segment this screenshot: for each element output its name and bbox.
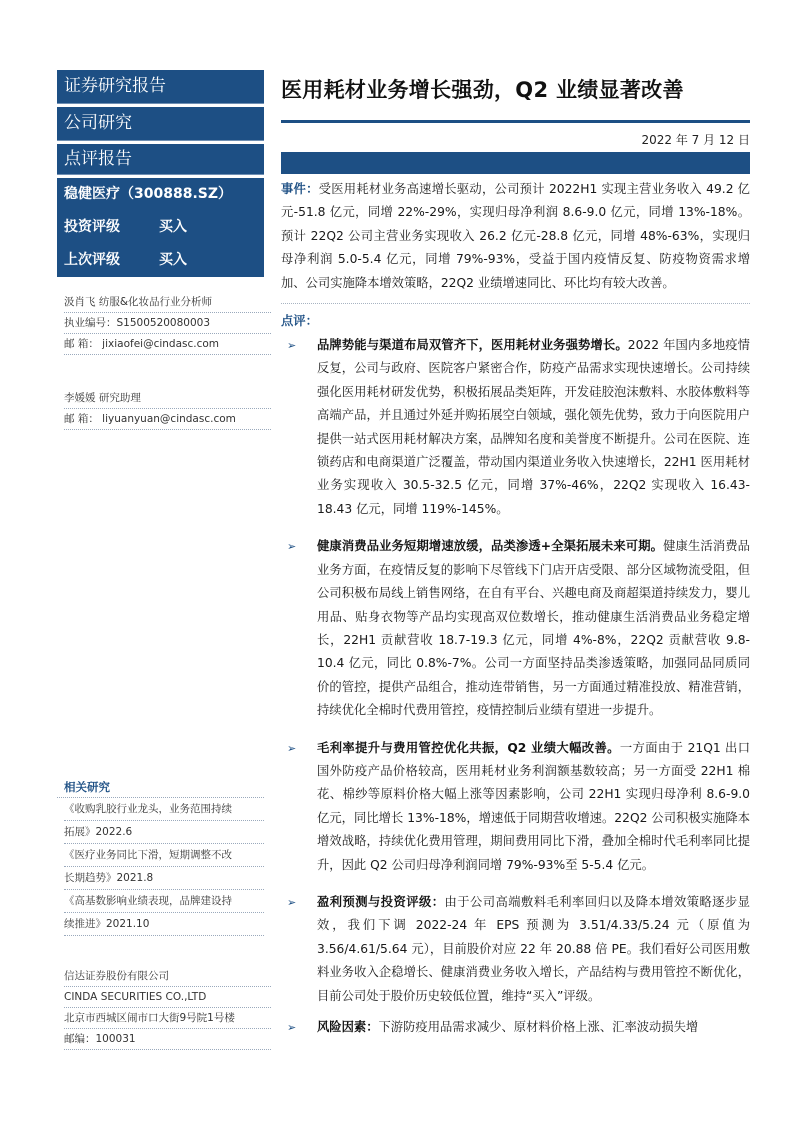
prev-rating-value: 买入 bbox=[159, 252, 187, 268]
rating-row bbox=[64, 211, 257, 244]
bullet-lead: 品牌势能与渠道布局双管齐下，医用耗材业务强势增长。 bbox=[317, 338, 628, 353]
related-item bbox=[57, 890, 264, 936]
related-item-line: 《高基数影响业绩表现，品牌建设持 bbox=[64, 890, 264, 913]
bullet-item bbox=[281, 535, 750, 722]
bullet-lead: 盈利预测与投资评级： bbox=[317, 894, 445, 909]
bullet-text bbox=[317, 334, 750, 521]
analyst-1 bbox=[57, 292, 271, 355]
prev-rating-label: 上次评级 bbox=[64, 252, 120, 268]
company-name-cn: 信达证券股份有限公司 bbox=[64, 966, 271, 987]
analyst-2-name: 李媛媛 研究助理 bbox=[64, 388, 271, 409]
company-info bbox=[57, 966, 271, 1050]
bullet-item bbox=[281, 1016, 750, 1039]
bullet-arrow-icon: ➢ bbox=[287, 540, 297, 554]
bullet-lead: 风险因素： bbox=[317, 1020, 379, 1034]
title-rule bbox=[281, 120, 750, 123]
bullet-text bbox=[317, 1016, 750, 1039]
sidebar bbox=[57, 70, 264, 1045]
stock-name-text: 稳健医疗（300888.SZ） bbox=[64, 186, 232, 202]
related-item bbox=[57, 844, 264, 890]
report-type-band: 证券研究报告 bbox=[57, 70, 264, 104]
comment-head: 点评： bbox=[281, 314, 318, 329]
bullet-item bbox=[281, 891, 750, 1008]
related-item-line: 拓展》2022.6 bbox=[64, 821, 264, 844]
rating-value: 买入 bbox=[159, 219, 187, 235]
stock-info-block bbox=[57, 178, 264, 277]
bullet-item bbox=[281, 737, 750, 877]
bullet-lead: 毛利率提升与费用管控优化共振，Q2 业绩大幅改善。 bbox=[317, 740, 620, 755]
company-name-en: CINDA SECURITIES CO.,LTD bbox=[64, 987, 271, 1008]
rating-label: 投资评级 bbox=[64, 219, 120, 235]
related-item-line: 长期趋势》2021.8 bbox=[64, 867, 264, 890]
event-paragraph bbox=[281, 178, 750, 295]
bullet-body: 2022 年国内多地疫情反复，公司与政府、医院客户紧密合作，防疫产品需求实现快速增长。公司持续强化医用耗材研发优势，积极拓展品类矩阵，开发硅胶泡沫敷料、水胶体敷料等高端产品，并且通过外延并购拓展空白领域，强化领先优势，致力于向医院用户提供一站式医用耗材解决方案，品牌知名度和美誉度不断提升。公司在医院、连锁药店和电商渠道广泛覆盖，带动国内渠道业务收入快速增长，22H1 医用耗材业务实现收入 30.5-32.5 亿元，同增 37%-46%，22Q2 实现收入 16.43-18.43 亿元，同增 119%-145%。 bbox=[317, 338, 750, 516]
related-research bbox=[57, 777, 264, 936]
header-bar bbox=[281, 152, 750, 174]
prev-rating-row bbox=[64, 244, 257, 277]
report-title: 医用耗材业务增长强劲，Q2 业绩显著改善 bbox=[281, 78, 684, 102]
company-postcode: 邮编：100031 bbox=[64, 1029, 271, 1050]
report-date: 2022 年 7 月 12 日 bbox=[641, 133, 750, 147]
event-text: 受医用耗材业务高速增长驱动，公司预计 2022H1 实现主营业务收入 49.2 亿元-51.8 亿元，同增 22%-29%，实现归母净利润 8.6-9.0 亿元，同增 13%-18%。预计 22Q2 公司主营业务实现收入 26.2 亿元-28.8 亿元，同增 48%-63%，实现归母净利润 5.0-5.4 亿元，同增 79%-93%，受益于国内疫情反复、防疫物资需求增加、公司实施降本增效策略，22Q2 业绩增速同比、环比均有较大改善。 bbox=[281, 182, 750, 290]
bullet-arrow-icon: ➢ bbox=[287, 339, 297, 353]
bullet-body: 健康生活消费品业务方面，在疫情反复的影响下尽管线下门店开店受限、部分区域物流受阻，但公司积极布局线上销售网络，在自有平台、兴趣电商及商超渠道持续发力，婴儿用品、贴身衣物等产品均实现高双位数增长，推动健康生活消费品业务稳定增长，22H1 贡献营收 18.7-19.3 亿元，同增 4%-8%，22Q2 贡献营收 9.8-10.4 亿元，同比 0.8%-7%。公司一方面坚持品类渗透策略，加强同品同质同价的管控，提供产品组合，推动连带销售，另一方面通过精准投放、精准营销，持续优化全棉时代费用管控，疫情控制后业绩有望进一步提升。 bbox=[317, 539, 750, 718]
analyst-1-email: 邮 箱： jixiaofei@cindasc.com bbox=[64, 334, 271, 355]
category-band: 公司研究 bbox=[57, 107, 264, 141]
bullet-arrow-icon: ➢ bbox=[287, 741, 297, 755]
bullet-body: 一方面由于 21Q1 出口国外防疫产品价格较高，医用耗材业务利润额基数较高；另一方面受 22H1 棉花、棉纱等原料价格大幅上涨等因素影响，公司 22H1 实现归母净利 8.6-9.0 亿元，同比增长 13%-18%，增速低于同期营收增速。22Q2 公司积极实施降本增效战略，持续优化费用管理，期间费用同比下滑，叠加全棉时代毛利率同比提升，因此 Q2 公司归母净利润同增 79%-93%至 5-5.4 亿元。 bbox=[317, 740, 751, 872]
stock-name bbox=[64, 178, 257, 211]
bullet-lead: 健康消费品业务短期增速放缓，品类渗透+全渠拓展未来可期。 bbox=[317, 539, 664, 554]
divider bbox=[281, 303, 750, 304]
main-content bbox=[281, 70, 750, 1039]
bullet-text bbox=[317, 535, 750, 722]
bullet-text bbox=[317, 737, 750, 877]
related-item-line: 《医疗业务同比下滑，短期调整不改 bbox=[64, 844, 264, 867]
bullet-item bbox=[281, 334, 750, 521]
bullet-body: 由于公司高端敷料毛利率回归以及降本增效策略逐步显效，我们下调 2022-24 年 EPS 预测为 3.51/4.33/5.24 元（原值为 3.56/4.61/5.64 元），目前股价对应 22 年 20.88 倍 PE。我们看好公司医用敷料业务收入企稳增长、健康消费业务收入增长，产品结构与费用管控不断优化，目前公司处于股价历史较低位置，维持“买入”评级。 bbox=[317, 894, 750, 1003]
related-item-line: 续推进》2021.10 bbox=[64, 913, 264, 936]
sub-category-band: 点评报告 bbox=[57, 144, 264, 175]
bullet-arrow-icon: ➢ bbox=[287, 1021, 297, 1034]
related-item bbox=[57, 798, 264, 844]
bullet-body: 下游防疫用品需求减少、原材料价格上涨、汇率波动损失增 bbox=[378, 1020, 699, 1034]
related-item-line: 《收购乳胶行业龙头，业务范围持续 bbox=[64, 798, 264, 821]
company-address: 北京市西城区闹市口大街9号院1号楼 bbox=[64, 1008, 271, 1029]
analyst-1-cert: 执业编号：S1500520080003 bbox=[64, 313, 271, 334]
event-label: 事件： bbox=[281, 182, 319, 196]
bullet-arrow-icon: ➢ bbox=[287, 895, 297, 909]
analyst-2-email: 邮 箱： liyuanyuan@cindasc.com bbox=[64, 409, 271, 430]
analyst-2 bbox=[57, 388, 271, 430]
bullet-text bbox=[317, 891, 750, 1008]
related-research-head: 相关研究 bbox=[57, 777, 264, 798]
analyst-1-name: 汲肖飞 纺服&化妆品行业分析师 bbox=[64, 292, 271, 313]
